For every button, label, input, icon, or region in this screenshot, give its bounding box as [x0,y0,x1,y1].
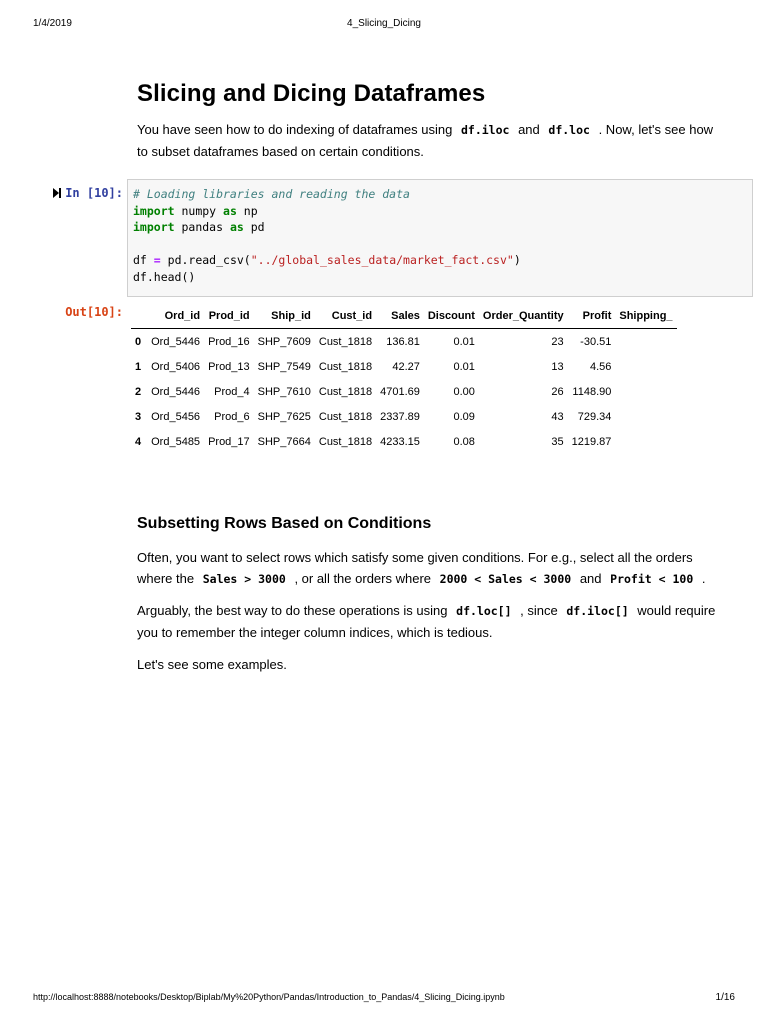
column-header: Shipping_ [615,304,676,329]
print-footer [33,992,735,1006]
table-cell [615,329,676,355]
table-cell: Prod_4 [214,385,250,398]
p1-text-2: , or all the orders where [294,571,432,586]
table-cell: 0.08 [453,435,475,448]
intro-paragraph [137,119,727,162]
table-cell: 4233.15 [380,435,420,448]
p2-text-3: would require you to remember the integer column indices, which is tedious. [137,603,716,640]
table-cell: Ord_5485 [151,435,201,448]
table-cell: Cust_1818 [318,360,373,373]
row-index: 3 [135,410,142,423]
print-url: http://localhost:8888/notebooks/Desktop/Biplab/My%20Python/Pandas/Introduction_to_Pandas/4_Slicing_Dicing.ipynb [33,992,505,1002]
table-cell: 4.56 [589,360,612,373]
code-line-6 [133,269,747,286]
table-cell [615,429,676,454]
table-cell: 26 [551,385,564,398]
code-keyword-import: import [133,220,175,234]
table-cell [615,404,676,429]
column-header: Ord_id [147,304,204,329]
examples-paragraph: Let's see some examples. [137,657,287,672]
output-prompt: Out[10]: [65,305,123,319]
code-line-3 [133,219,747,236]
print-header [33,18,735,32]
p2-code-2: df.iloc[] [566,604,629,618]
code-keyword-as: as [223,203,237,218]
table-cell: Cust_1818 [318,410,373,423]
intro-text-3: . Now, let's see how to subset dataframes based on certain conditions. [137,122,714,159]
table-cell [615,354,676,379]
table-cell: 35 [551,435,564,448]
code-keyword-as: as [229,220,244,234]
page-number: 1/16 [715,992,735,1003]
code-line-4 [133,236,747,253]
table-cell: Cust_1818 [318,435,373,448]
table-cell: 136.81 [386,335,420,348]
column-header: Prod_id [204,304,254,329]
p1-text-4: . [701,571,706,586]
run-cell-icon[interactable] [53,188,59,198]
code-alias: pd [243,220,265,234]
row-index: 2 [135,385,142,398]
input-prompt[interactable] [47,186,123,200]
code-string: "../global_sales_data/market_fact.csv" [250,253,514,267]
code-module: pandas [174,220,230,234]
code-alias: np [236,203,258,218]
p1-text-3: and [579,571,602,586]
table-cell: 0.01 [453,360,475,373]
table-cell [615,379,676,404]
code-cell[interactable] [127,179,753,297]
table-cell: SHP_7664 [257,435,311,448]
intro-text-1: You have seen how to do indexing of dataframes using [137,122,453,137]
table-cell: 4701.69 [380,385,420,398]
column-header: Ship_id [254,304,315,329]
table-cell: Prod_17 [208,435,250,448]
column-header: Discount [424,304,479,329]
table-cell: SHP_7549 [257,360,311,373]
column-header: Order_Quantity [479,304,568,329]
intro-text-2: and [518,122,540,137]
code-head-call: df.head() [133,269,196,284]
table-cell: Ord_5446 [151,335,201,348]
row-index: 4 [135,435,142,448]
section-heading: Subsetting Rows Based on Conditions [137,515,432,532]
print-doc-title: 4_Slicing_Dicing [347,18,421,29]
table-cell: Ord_5446 [151,385,201,398]
table-cell: Ord_5406 [151,360,201,373]
table-cell: Prod_13 [208,360,250,373]
table-cell: Cust_1818 [318,385,373,398]
p2-text-2: , since [520,603,558,618]
table-row [131,404,677,429]
code-line-2 [133,203,747,220]
table-cell: 729.34 [577,410,612,423]
p1-code-3: Profit < 100 [610,572,694,586]
notebook-title: Slicing and Dicing Dataframes [137,80,486,107]
table-row [131,379,677,404]
code-var: df [133,253,154,267]
conditions-paragraph [137,547,727,590]
table-row [131,329,677,355]
index-header [131,304,147,329]
p2-code-1: df.loc[] [456,604,512,618]
code-comment: # Loading libraries and reading the data [133,187,410,201]
code-module: numpy [174,203,224,218]
code-line-1 [133,186,747,203]
table-cell: 42.27 [392,360,420,373]
p2-text-1: Arguably, the best way to do these operations is using [137,603,448,618]
table-cell: 0.00 [453,385,475,398]
code-keyword-import: import [133,203,175,218]
table-cell: 23 [551,335,564,348]
intro-code-iloc: df.iloc [460,123,510,137]
table-cell: SHP_7610 [257,385,311,398]
code-paren: ) [513,253,521,267]
print-date: 1/4/2019 [33,18,72,29]
column-header: Cust_id [315,304,376,329]
table-cell: -30.51 [580,335,612,348]
table-row [131,354,677,379]
code-line-5 [133,252,747,269]
table-cell: 13 [551,360,564,373]
table-cell: 1219.87 [571,435,612,448]
table-cell: 0.01 [453,335,475,348]
p1-code-2: 2000 < Sales < 3000 [439,572,572,586]
table-cell: Prod_6 [214,410,250,423]
loc-paragraph [137,600,727,643]
table-cell: 43 [551,410,564,423]
table-cell: Prod_16 [208,335,250,348]
row-index: 0 [135,335,142,348]
table-cell: 1148.90 [572,385,612,398]
row-index: 1 [135,360,142,373]
dataframe-table [131,304,677,454]
table-cell: 0.09 [453,410,475,423]
code-call: pd.read_csv( [160,253,251,267]
table-header-row [131,304,677,329]
table-cell: SHP_7625 [257,410,311,423]
column-header: Sales [376,304,424,329]
p1-text-1: Often, you want to select rows which satisfy some given conditions. For e.g., select all the orders where the [137,550,693,586]
table-row [131,429,677,454]
table-cell: 2337.89 [380,410,420,423]
code-operator: = [153,253,161,267]
input-prompt-label: In [10]: [65,186,123,200]
column-header: Profit [568,304,616,329]
p1-code-1: Sales > 3000 [202,572,286,586]
table-cell: SHP_7609 [257,335,311,348]
table-cell: Ord_5456 [151,410,201,423]
table-cell: Cust_1818 [318,335,373,348]
intro-code-loc: df.loc [548,123,590,137]
